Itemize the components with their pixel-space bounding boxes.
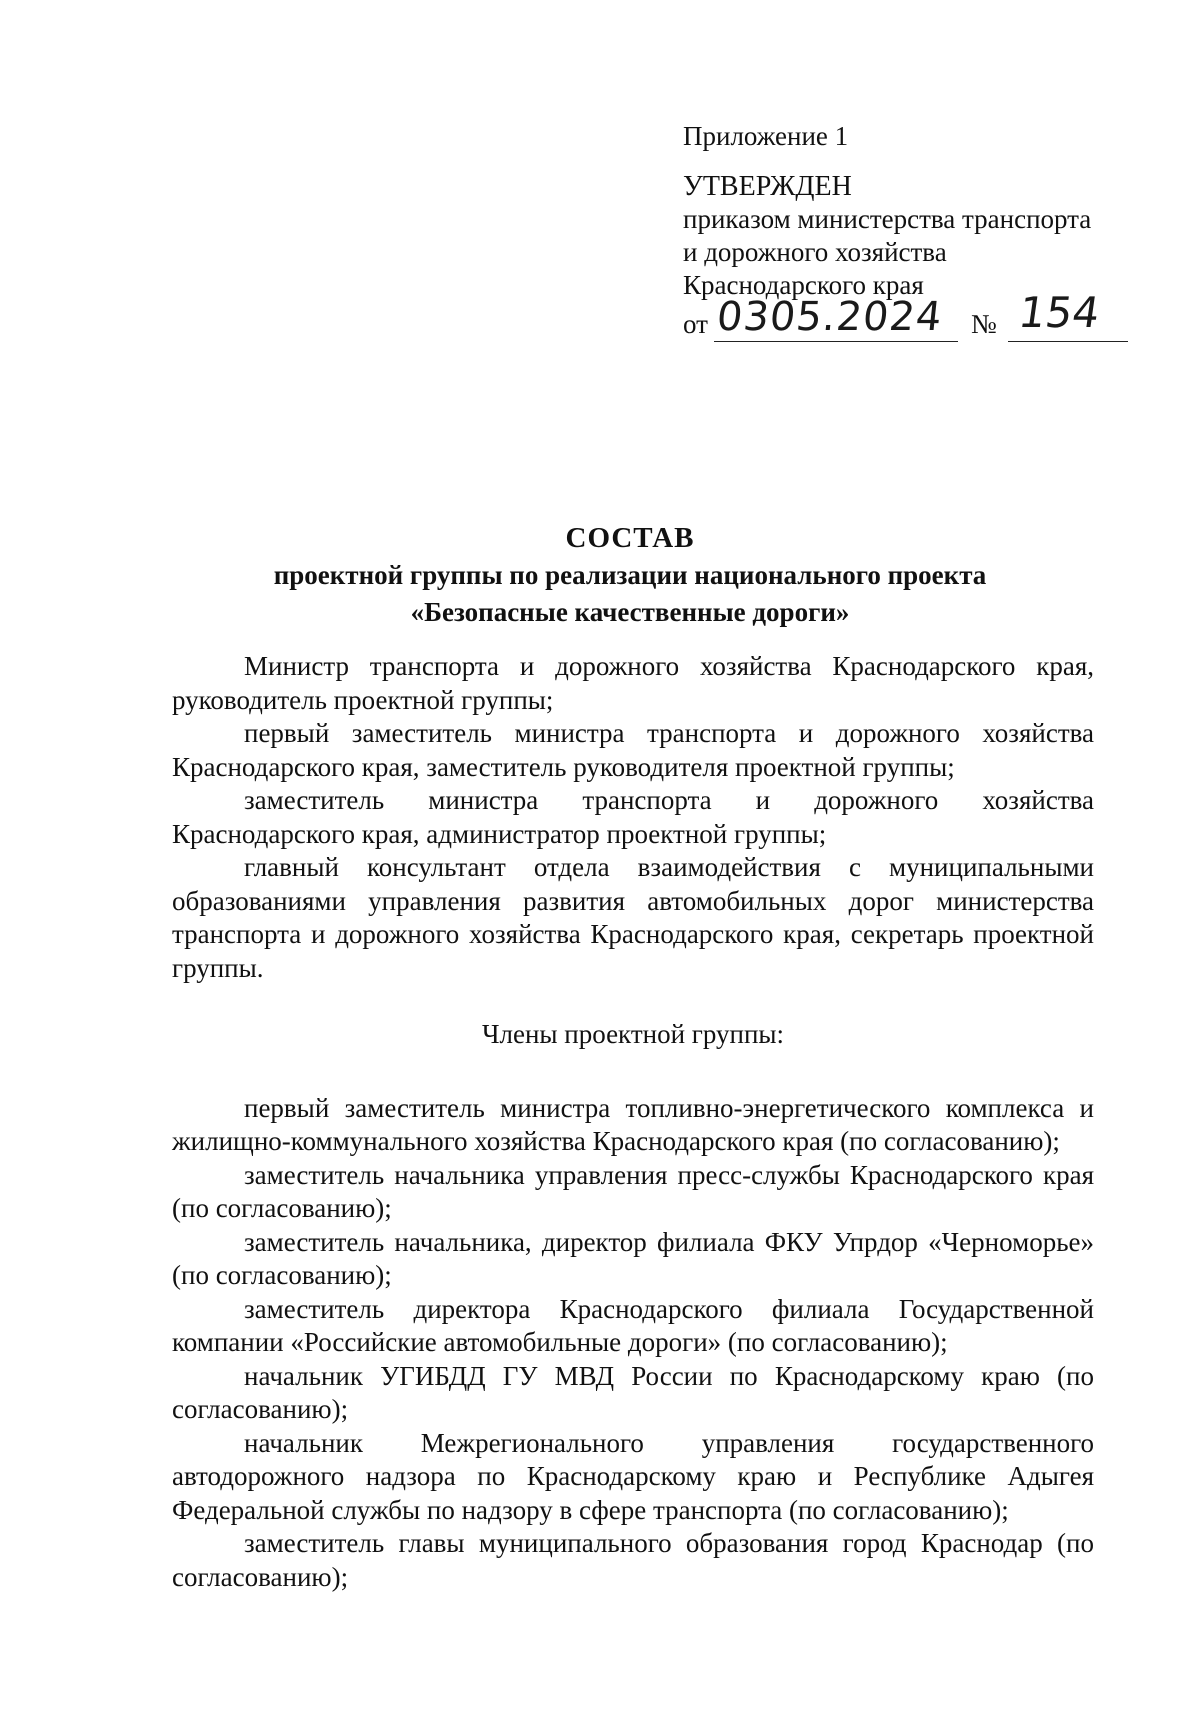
- title-line: проектной группы по реализации национального проекта: [273, 560, 987, 590]
- approval-line: Краснодарского края: [683, 270, 924, 300]
- title-heading: СОСТАВ: [565, 522, 695, 554]
- appendix-label: Приложение 1: [683, 121, 849, 151]
- member-item: заместитель директора Краснодарского филиала Государственной компании «Российские автомобильные дороги» (по согласованию);: [172, 1293, 1094, 1357]
- document-body: [172, 650, 1094, 1594]
- date-prefix: от: [683, 309, 708, 339]
- member-item: начальник Межрегионального управления государственного автодорожного надзора по Краснодарскому краю и Республике Адыгея Федеральной службы по надзору в сфере транспорта (по согласованию);: [172, 1427, 1094, 1525]
- leadership-item: Министр транспорта и дорожного хозяйства Краснодарского края, руководитель проектной группы;: [172, 651, 1094, 715]
- leadership-item: первый заместитель министра транспорта и дорожного хозяйства Краснодарского края, заместитель руководителя проектной группы;: [172, 718, 1094, 782]
- number-sign: №: [971, 309, 997, 339]
- member-item: начальник УГИБДД ГУ МВД России по Краснодарскому краю (по согласованию);: [172, 1360, 1094, 1424]
- members-heading: Члены проектной группы:: [481, 1019, 785, 1049]
- member-item: заместитель начальника, директор филиала ФКУ Упрдор «Черноморье» (по согласованию);: [172, 1226, 1094, 1290]
- document-title: [160, 520, 1100, 631]
- handwritten-date: 0305.2024: [714, 294, 945, 340]
- approval-line: и дорожного хозяйства: [683, 237, 947, 267]
- approved-label: УТВЕРЖДЕН: [683, 171, 852, 202]
- leadership-item: заместитель министра транспорта и дорожного хозяйства Краснодарского края, администратор проектной группы;: [172, 785, 1094, 849]
- member-item: заместитель начальника управления пресс-службы Краснодарского края (по согласованию);: [172, 1159, 1094, 1223]
- handwritten-number: 154: [1015, 288, 1103, 337]
- title-line: «Безопасные качественные дороги»: [410, 597, 850, 627]
- order-date-number: [683, 288, 1103, 344]
- number-underline: [1008, 341, 1128, 342]
- approval-line: приказом министерства транспорта: [683, 204, 1092, 234]
- approval-block: [683, 120, 1103, 344]
- member-item: заместитель главы муниципального образования город Краснодар (по согласованию);: [172, 1528, 1094, 1592]
- member-item: первый заместитель министра топливно-энергетического комплекса и жилищно-коммунального хозяйства Краснодарского края (по согласованию);: [172, 1092, 1094, 1156]
- date-underline: [714, 341, 958, 342]
- leadership-item: главный консультант отдела взаимодействия с муниципальными образованиями управления развития автомобильных дорог министерства транспорта и дорожного хозяйства Краснодарского края, секретарь проектной группы.: [172, 852, 1094, 983]
